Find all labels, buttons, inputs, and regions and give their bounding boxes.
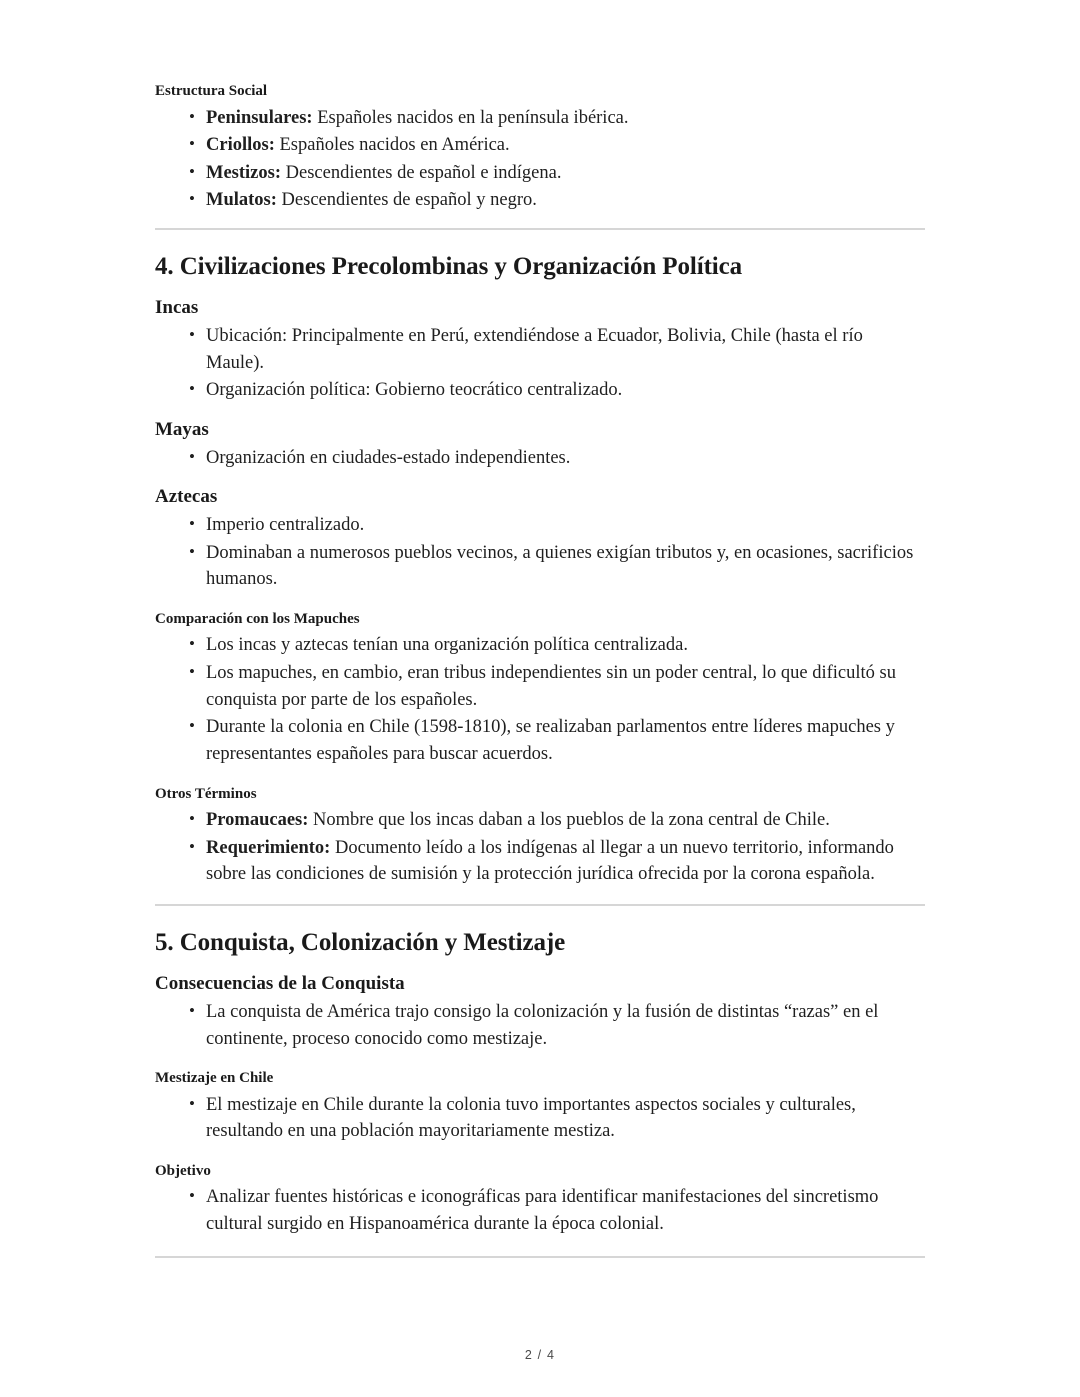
list-item-text: Imperio centralizado. — [206, 515, 365, 535]
otros-terminos-heading: Otros Términos — [155, 785, 257, 802]
list-item-term: Promaucaes: — [206, 810, 309, 830]
list-item — [155, 714, 925, 767]
list-item-text: El mestizaje en Chile durante la colonia tuvo importantes aspectos sociales y culturales, resultando en una población mayoritariamente mestiza. — [206, 1094, 856, 1142]
list-item — [155, 1184, 925, 1237]
list-item-text: La conquista de América trajo consigo la colonización y la fusión de distintas “razas” en el continente, proceso conocido como mestizaje. — [206, 1001, 879, 1049]
list-item — [155, 512, 925, 539]
list-item-term: Requerimiento: — [206, 837, 331, 858]
list-item-text: Ubicación: Principalmente en Perú, extendiéndose a Ecuador, Bolivia, Chile (hasta el río Maule). — [206, 326, 863, 373]
incas-heading: Incas — [155, 297, 199, 319]
objetivo-list — [155, 1184, 925, 1237]
list-item — [155, 660, 925, 713]
list-item-text: Durante la colonia en Chile (1598-1810), se realizaban parlamentos entre líderes mapuches y representantes españoles para buscar acuerdos. — [206, 717, 895, 764]
list-item-term: Criollos: — [206, 135, 275, 156]
list-item-text: Los incas y aztecas tenían una organización política centralizada. — [206, 635, 688, 656]
list-item-text: Descendientes de español y negro. — [276, 190, 537, 211]
divider-1 — [155, 228, 925, 230]
list-item-term: Peninsulares: — [206, 107, 313, 128]
list-item — [155, 835, 925, 888]
list-item — [155, 187, 925, 214]
list-item — [155, 1092, 925, 1145]
list-item-text: Documento leído a los indígenas al llegar a un nuevo territorio, informando sobre las condiciones de sumisión y la protección jurídica ofrecida por la corona española. — [206, 837, 894, 885]
incas-list — [155, 323, 925, 404]
list-item-text: Españoles nacidos en América. — [274, 135, 510, 156]
divider-2 — [155, 904, 925, 906]
list-item — [155, 105, 925, 132]
divider-3 — [155, 1256, 925, 1258]
mestizaje-en-chile-list — [155, 1092, 925, 1145]
list-item — [155, 377, 925, 404]
list-item-text: Organización en ciudades-estado independientes. — [206, 447, 571, 468]
objetivo-heading: Objetivo — [155, 1162, 211, 1179]
estructura-social-heading: Estructura Social — [155, 83, 268, 99]
aztecas-heading: Aztecas — [155, 486, 218, 508]
list-item — [155, 807, 925, 834]
list-item-text: Analizar fuentes históricas e iconográficas para identificar manifestaciones del sincretismo cultural surgido en Hispanoamérica durante la época colonial. — [206, 1187, 879, 1234]
list-item — [155, 632, 925, 659]
mayas-list — [155, 445, 925, 472]
consecuencias-conquista-heading: Consecuencias de la Conquista — [155, 973, 405, 995]
section-4-heading: 4. Civilizaciones Precolombinas y Organización Política — [155, 253, 743, 280]
list-item-text: Los mapuches, en cambio, eran tribus independientes sin un poder central, lo que dificultó su conquista por parte de los españoles. — [206, 663, 896, 710]
list-item — [155, 999, 925, 1052]
page-number: 2 / 4 — [524, 1348, 556, 1362]
list-item-text: Descendientes de español e indígena. — [281, 162, 562, 183]
estructura-social-list — [155, 105, 925, 215]
list-item-term: Mulatos: — [206, 190, 277, 211]
list-item — [155, 445, 925, 472]
list-item-text: Nombre que los incas daban a los pueblos de la zona central de Chile. — [308, 810, 830, 830]
list-item — [155, 540, 925, 593]
mestizaje-en-chile-heading: Mestizaje en Chile — [155, 1070, 274, 1087]
mayas-heading: Mayas — [155, 418, 209, 440]
list-item-text: Españoles nacidos en la península ibérica. — [312, 107, 629, 128]
aztecas-list — [155, 512, 925, 593]
document-content — [155, 82, 925, 1258]
list-item — [155, 132, 925, 159]
section-5-heading: 5. Conquista, Colonización y Mestizaje — [155, 928, 566, 956]
list-item-term: Mestizos: — [206, 162, 281, 183]
consecuencias-conquista-list — [155, 999, 925, 1052]
list-item-text: Organización política: Gobierno teocrático centralizado. — [206, 380, 623, 401]
list-item-text: Dominaban a numerosos pueblos vecinos, a quienes exigían tributos y, en ocasiones, sacrificios humanos. — [206, 542, 914, 590]
otros-terminos-list — [155, 807, 925, 888]
list-item — [155, 160, 925, 187]
comparacion-mapuches-heading: Comparación con los Mapuches — [155, 610, 360, 627]
list-item — [155, 323, 925, 376]
comparacion-mapuches-list — [155, 632, 925, 767]
